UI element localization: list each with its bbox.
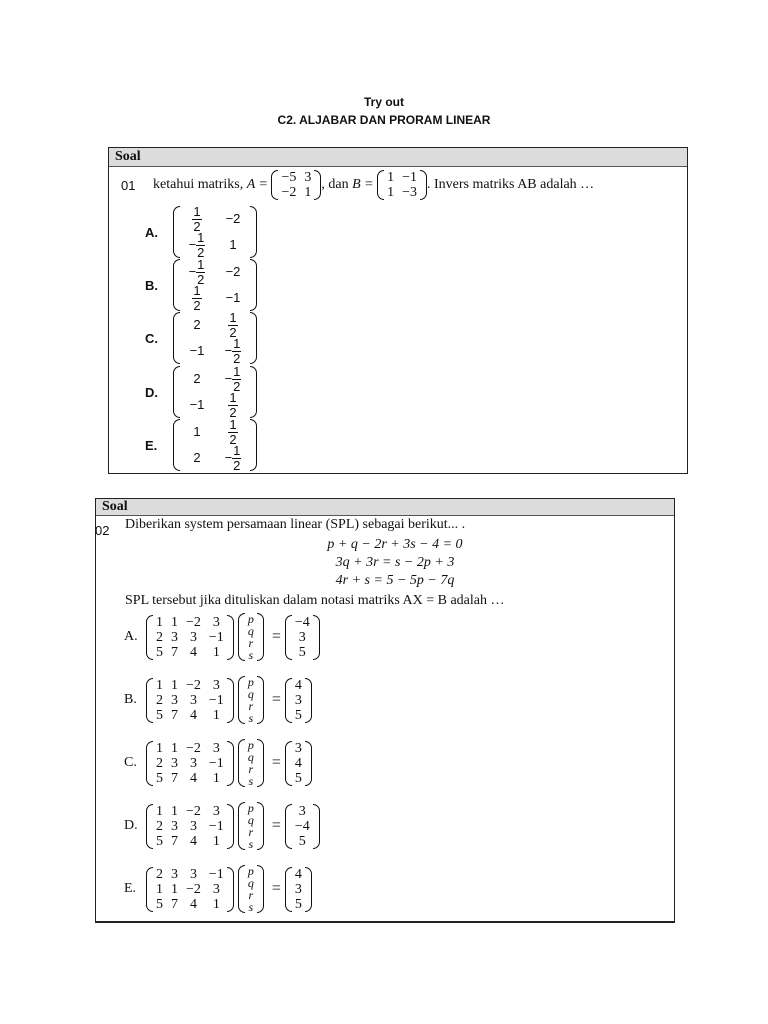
matrix-b-name: B = [352, 177, 374, 192]
vector-grid [292, 867, 305, 912]
right-paren [227, 804, 234, 849]
matrix-cell: 4 [189, 833, 197, 849]
numerator: 1 [197, 256, 205, 272]
numerator: 1 [197, 229, 205, 245]
left-paren [285, 804, 292, 849]
constant-vector [285, 615, 320, 660]
vector-cell: 3 [294, 740, 302, 756]
vector-cell: 5 [294, 896, 302, 912]
coefficient-matrix [146, 678, 234, 723]
option-b [124, 676, 312, 724]
matrix-cell: 1 [171, 614, 178, 630]
matrix-grid [153, 678, 227, 723]
vector-grid [245, 676, 257, 724]
matrix-cell: 1 [156, 881, 163, 897]
vector-cell: s [248, 774, 254, 788]
vector-cell: p [247, 612, 254, 626]
vector-cell: 5 [298, 833, 306, 849]
denominator: 2 [197, 244, 205, 260]
vector-grid [292, 678, 305, 723]
left-paren [146, 678, 153, 723]
constant-vector [285, 741, 312, 786]
matrix-grid [153, 615, 227, 660]
matrix-cell: −2 [186, 614, 201, 630]
matrix-cell: 3 [189, 755, 197, 771]
matrix-cell [219, 259, 247, 285]
left-paren [271, 170, 278, 200]
vector-grid [245, 802, 257, 850]
option-matrix [173, 363, 257, 420]
left-paren [173, 206, 180, 258]
matrix-cell: −1 [208, 692, 224, 708]
matrix-cell: 7 [171, 707, 178, 723]
option-e [145, 416, 257, 473]
matrix-cell: 1 [171, 677, 178, 693]
option-c [124, 739, 312, 787]
denominator: 2 [229, 324, 237, 340]
option-e [124, 865, 312, 913]
matrix-cell [183, 445, 211, 471]
coefficient-matrix [146, 741, 234, 786]
matrix-cell: 3 [212, 803, 220, 819]
minus-sign: − [224, 450, 233, 465]
matrix-cell: 1 [156, 803, 163, 819]
numerator: 1 [229, 389, 237, 405]
denominator: 2 [193, 218, 201, 234]
matrix-grid [180, 256, 250, 313]
matrix-cell: −1 [208, 818, 224, 834]
vector-cell: 4 [294, 677, 302, 693]
left-paren [238, 739, 245, 787]
equation-1: p + q − 2r + 3s − 4 = 0 [327, 537, 463, 552]
vector-cell: r [248, 825, 254, 839]
option-matrix [173, 256, 257, 313]
question-2-intro: Diberikan system persamaan linear (SPL) sebagai berikut... . [125, 517, 466, 532]
matrix-cell: −1 [402, 170, 417, 185]
matrix-cell: 7 [171, 833, 178, 849]
coefficient-matrix [146, 867, 234, 912]
vector-cell: p [247, 864, 254, 878]
denominator: 2 [193, 297, 201, 313]
matrix-cell: 1 [171, 881, 178, 897]
denominator: 2 [229, 404, 237, 420]
right-paren [257, 676, 264, 724]
vector-cell: 3 [298, 629, 306, 645]
matrix-cell: −3 [402, 185, 417, 200]
equals-sign: = [271, 628, 281, 645]
vector-cell: 5 [298, 644, 306, 660]
matrix-cell [183, 392, 211, 418]
matrix-cell: 3 [304, 170, 312, 185]
option-matrix [173, 309, 257, 366]
matrix-cell: 1 [212, 770, 220, 786]
numerator: 1 [233, 442, 241, 458]
question-1-panel [108, 147, 688, 474]
matrix-cell [183, 338, 211, 364]
page-subtitle: C2. ALJABAR DAN PRORAM LINEAR [277, 113, 491, 127]
numerator: 1 [193, 282, 201, 298]
right-paren [314, 170, 321, 200]
left-paren [238, 802, 245, 850]
option-d [145, 363, 257, 420]
denominator: 2 [233, 378, 241, 394]
left-paren [146, 741, 153, 786]
option-a [145, 203, 257, 260]
matrix-cell: 2 [156, 755, 163, 771]
left-paren [146, 615, 153, 660]
variable-vector [238, 676, 264, 724]
matrix-grid [153, 741, 227, 786]
right-paren [305, 741, 312, 786]
vector-cell: 3 [294, 881, 302, 897]
question-1-text-prefix: ketahui matriks, [153, 177, 244, 192]
matrix-cell [219, 363, 247, 394]
matrix-cell: 2 [156, 818, 163, 834]
vector-cell: 5 [294, 707, 302, 723]
matrix-cell: 1 [212, 644, 220, 660]
matrix-grid [153, 867, 227, 912]
option-label: C. [124, 755, 137, 770]
matrix-cell: 1 [387, 170, 395, 185]
matrix-cell: 1 [212, 707, 220, 723]
fraction [232, 444, 241, 473]
vector-cell: q [247, 624, 254, 638]
matrix-cell: 5 [156, 896, 163, 912]
left-paren [146, 867, 153, 912]
vector-cell: r [248, 699, 254, 713]
denominator: 2 [229, 431, 237, 447]
matrix-cell: 3 [189, 818, 197, 834]
matrix-cell: 1 [156, 740, 163, 756]
matrix-cell: −1 [208, 629, 224, 645]
matrix-cell: 3 [171, 629, 178, 645]
vector-grid [292, 804, 313, 849]
vector-cell: p [247, 738, 254, 752]
matrix-b [377, 170, 427, 200]
minus-sign: − [224, 371, 233, 386]
vector-cell: s [248, 711, 254, 725]
numerator: 1 [233, 335, 241, 351]
matrix-cell: 4 [189, 896, 197, 912]
matrix-a-name: A = [246, 177, 268, 192]
numerator: 1 [233, 363, 241, 379]
equals-sign: = [271, 817, 281, 834]
right-paren [313, 615, 320, 660]
question-1-stem [153, 170, 594, 200]
numerator: 1 [229, 416, 237, 432]
left-paren [238, 613, 245, 661]
matrix-cell: −2 [186, 677, 201, 693]
right-paren [257, 739, 264, 787]
variable-vector [238, 865, 264, 913]
option-c [145, 309, 257, 366]
option-a [124, 613, 320, 661]
matrix-grid [180, 203, 250, 260]
matrix-cell: −2 [186, 881, 201, 897]
minus-sign: − [224, 343, 233, 358]
question-1-text-suffix: . Invers matriks AB adalah … [426, 177, 595, 192]
question-2-number: 02 [95, 523, 110, 538]
right-paren [227, 678, 234, 723]
vector-cell: p [247, 675, 254, 689]
matrix-cell [183, 229, 211, 260]
vector-cell: 3 [298, 803, 306, 819]
vector-cell: 4 [294, 866, 302, 882]
right-paren [227, 741, 234, 786]
equation-3: 4r + s = 5 − 5p − 7q [335, 573, 455, 588]
option-matrix [173, 416, 257, 473]
vector-cell: −4 [294, 818, 310, 834]
matrix-cell: 7 [171, 896, 178, 912]
matrix-cell: −2 [186, 740, 201, 756]
matrix-cell: −2 [281, 185, 297, 200]
vector-cell: s [248, 648, 254, 662]
vector-cell: 3 [294, 692, 302, 708]
matrix-grid [180, 416, 250, 473]
right-paren [227, 867, 234, 912]
matrix-cell: 1 [387, 185, 395, 200]
matrix-cell [183, 282, 211, 313]
option-label: B. [124, 692, 137, 707]
matrix-cell: 3 [171, 755, 178, 771]
left-paren [238, 676, 245, 724]
option-label: D. [145, 384, 158, 400]
constant-vector [285, 867, 312, 912]
right-paren [250, 259, 257, 311]
matrix-cell [219, 309, 247, 340]
matrix-cell: −1 [208, 866, 224, 882]
matrix-cell: 5 [156, 770, 163, 786]
matrix-cell: 5 [156, 644, 163, 660]
left-paren [146, 804, 153, 849]
question-2-prompt: SPL tersebut jika dituliskan dalam notasi matriks AX = B adalah … [125, 593, 505, 608]
right-paren [257, 802, 264, 850]
matrix-cell: 4 [189, 770, 197, 786]
vector-cell: q [247, 687, 254, 701]
matrix-cell: 3 [171, 818, 178, 834]
constant-vector [285, 678, 312, 723]
fraction [232, 337, 241, 366]
matrix-cell: 1 [304, 185, 312, 200]
fraction [192, 284, 201, 313]
right-paren [257, 865, 264, 913]
fraction [228, 391, 237, 420]
matrix-cell: 1 [156, 677, 163, 693]
matrix-cell: −1 [208, 755, 224, 771]
left-paren [238, 865, 245, 913]
matrix-cell: 1 [171, 740, 178, 756]
vector-grid [292, 741, 305, 786]
question-2-header: Soal [96, 499, 674, 516]
cell-value: 2 [193, 450, 201, 465]
variable-vector [238, 613, 264, 661]
matrix-cell: 2 [156, 866, 163, 882]
cell-value: 1 [193, 424, 201, 439]
matrix-cell: 2 [156, 629, 163, 645]
vector-grid [292, 615, 313, 660]
vector-cell: r [248, 762, 254, 776]
left-paren [377, 170, 384, 200]
vector-cell: 4 [294, 755, 302, 771]
option-label: A. [124, 629, 138, 644]
right-paren [227, 615, 234, 660]
matrix-cell: −2 [186, 803, 201, 819]
matrix-cell: 1 [212, 896, 220, 912]
vector-cell: r [248, 636, 254, 650]
denominator: 2 [233, 457, 241, 473]
matrix-cell [183, 419, 211, 445]
vector-cell: r [248, 888, 254, 902]
option-d [124, 802, 320, 850]
coefficient-matrix [146, 615, 234, 660]
cell-value: 1 [229, 237, 237, 252]
matrix-cell: 4 [189, 707, 197, 723]
right-paren [250, 419, 257, 471]
matrix-cell: 5 [156, 707, 163, 723]
vector-grid [245, 739, 257, 787]
question-1-number: 01 [121, 178, 136, 193]
left-paren [173, 312, 180, 364]
question-1-text-mid: , dan [321, 177, 349, 192]
matrix-cell [219, 285, 247, 311]
left-paren [285, 741, 292, 786]
option-label: E. [124, 881, 137, 896]
matrix-cell: 1 [212, 833, 220, 849]
matrix-cell [183, 312, 211, 338]
matrix-grid [278, 170, 314, 200]
equation-2: 3q + 3r = s − 2p + 3 [335, 555, 455, 570]
matrix-cell: 3 [189, 866, 197, 882]
left-paren [173, 419, 180, 471]
matrix-cell [183, 366, 211, 392]
matrix-cell: 3 [189, 692, 197, 708]
equals-sign: = [271, 754, 281, 771]
matrix-cell: 5 [156, 833, 163, 849]
matrix-grid [180, 363, 250, 420]
fraction [196, 231, 205, 260]
vector-grid [245, 865, 257, 913]
matrix-cell: 3 [212, 881, 220, 897]
matrix-cell: 3 [212, 614, 220, 630]
option-label: C. [145, 330, 158, 346]
vector-cell: 5 [294, 770, 302, 786]
cell-value: −2 [225, 211, 241, 226]
cell-value: −1 [225, 290, 241, 305]
matrix-cell: 3 [171, 866, 178, 882]
option-label: D. [124, 818, 138, 833]
option-matrix [173, 203, 257, 260]
coefficient-matrix [146, 804, 234, 849]
denominator: 2 [197, 271, 205, 287]
left-paren [285, 615, 292, 660]
cell-value: 2 [193, 371, 201, 386]
equals-sign: = [271, 691, 281, 708]
matrix-cell [219, 442, 247, 473]
right-paren [257, 613, 264, 661]
cell-value: 2 [193, 317, 201, 332]
matrix-cell: 1 [171, 803, 178, 819]
equals-sign: = [271, 880, 281, 897]
cell-value: −1 [189, 397, 205, 412]
variable-vector [238, 739, 264, 787]
constant-vector [285, 804, 320, 849]
left-paren [173, 366, 180, 418]
matrix-cell [183, 203, 211, 234]
matrix-grid [384, 170, 420, 200]
matrix-cell: 4 [189, 644, 197, 660]
matrix-cell: 3 [212, 677, 220, 693]
left-paren [285, 867, 292, 912]
right-paren [250, 312, 257, 364]
minus-sign: − [188, 237, 197, 252]
matrix-cell: 3 [212, 740, 220, 756]
matrix-cell [183, 256, 211, 287]
cell-value: −1 [189, 343, 205, 358]
matrix-cell [219, 335, 247, 366]
left-paren [173, 259, 180, 311]
right-paren [250, 206, 257, 258]
page-title: Try out [363, 95, 404, 109]
matrix-a [271, 170, 321, 200]
vector-cell: s [248, 900, 254, 914]
matrix-cell [219, 232, 247, 258]
vector-cell: p [247, 801, 254, 815]
right-paren [305, 867, 312, 912]
vector-cell: q [247, 876, 254, 890]
option-b [145, 256, 257, 313]
vector-cell: q [247, 813, 254, 827]
vector-cell: −4 [294, 614, 310, 630]
matrix-grid [153, 804, 227, 849]
option-label: B. [145, 277, 158, 293]
numerator: 1 [229, 309, 237, 325]
minus-sign: − [188, 264, 197, 279]
option-label: A. [145, 224, 158, 240]
right-paren [313, 804, 320, 849]
matrix-cell: 2 [156, 692, 163, 708]
matrix-cell: 3 [189, 629, 197, 645]
option-label: E. [145, 437, 158, 453]
matrix-cell [219, 416, 247, 447]
right-paren [250, 366, 257, 418]
left-paren [285, 678, 292, 723]
question-1-header: Soal [109, 148, 687, 167]
matrix-cell: 1 [156, 614, 163, 630]
denominator: 2 [233, 350, 241, 366]
matrix-cell: 3 [171, 692, 178, 708]
right-paren [420, 170, 427, 200]
right-paren [305, 678, 312, 723]
matrix-cell [219, 389, 247, 420]
variable-vector [238, 802, 264, 850]
matrix-cell: −5 [281, 170, 297, 185]
numerator: 1 [193, 203, 201, 219]
vector-cell: s [248, 837, 254, 851]
vector-grid [245, 613, 257, 661]
matrix-cell [219, 206, 247, 232]
matrix-cell: 7 [171, 770, 178, 786]
matrix-cell: 7 [171, 644, 178, 660]
cell-value: −2 [225, 264, 241, 279]
vector-cell: q [247, 750, 254, 764]
matrix-grid [180, 309, 250, 366]
